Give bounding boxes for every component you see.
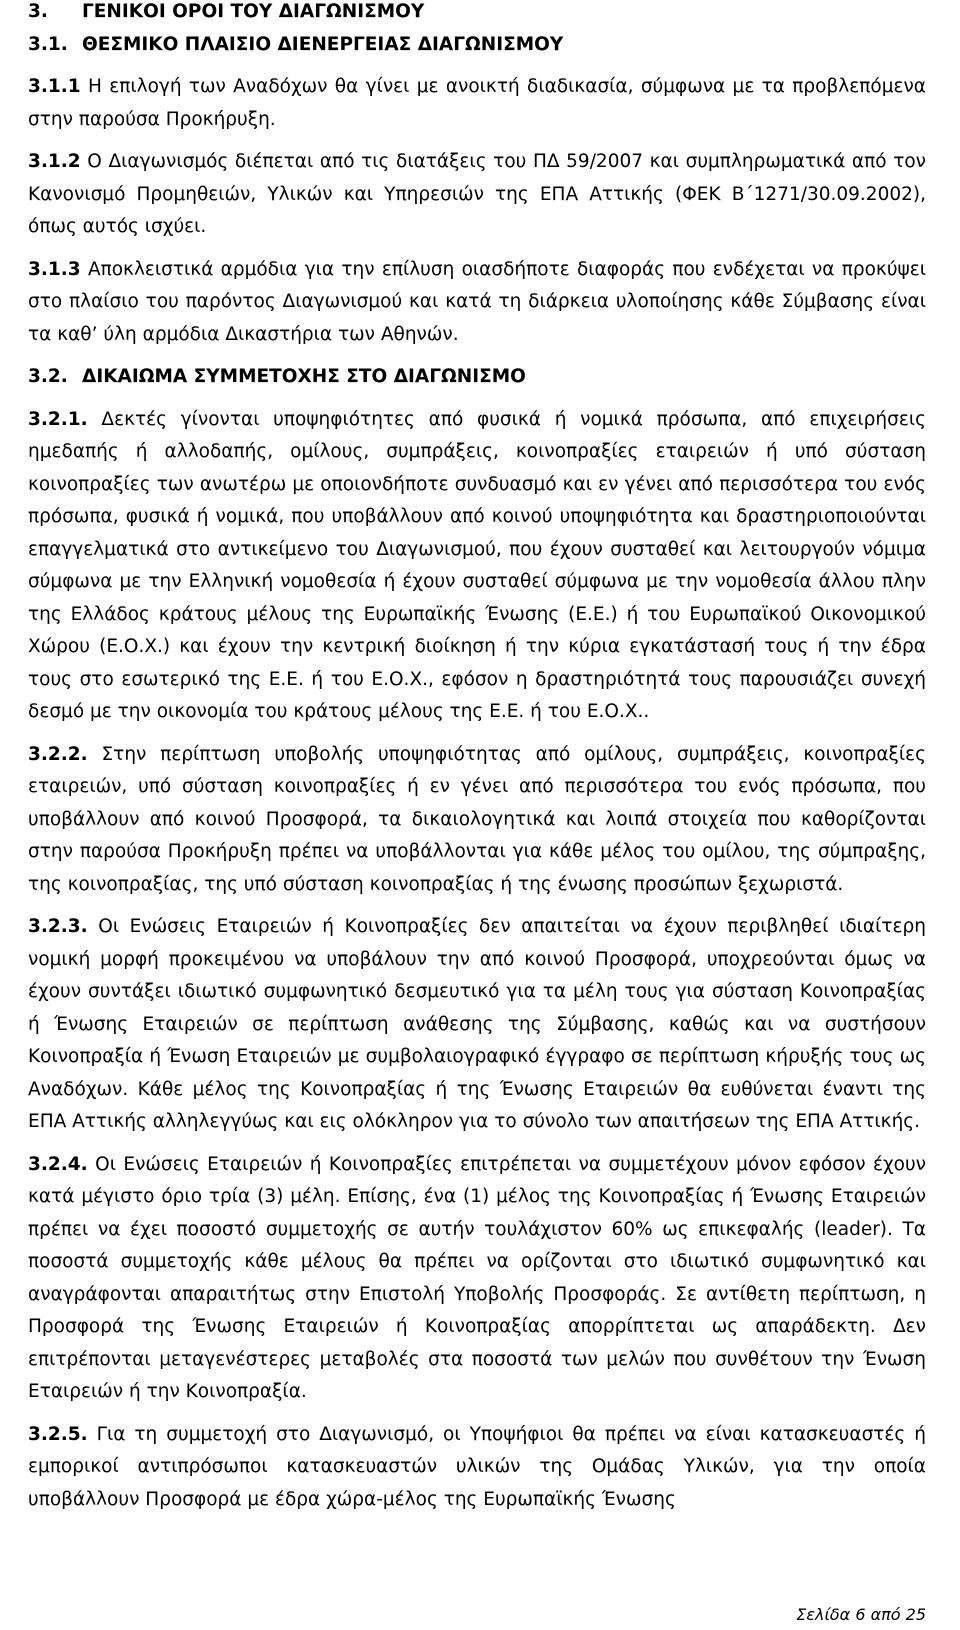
paragraph-text: Οι Ενώσεις Εταιρειών ή Κοινοπραξίες επιτρέπεται να συμμετέχουν μόνον εφόσον έχουν κατά μέγιστο όριο τρία (3) μέλη. Επίσης, ένα (1) μέλος της Κοινοπραξίας ή Ένωσης Εταιρειών πρέπει να έχει ποσοστό συμμετοχής σε αυτήν τουλάχιστον 60% ως επικεφαλής (leader). Τα ποσοστά συμμετοχής κάθε μέλους θα πρέπει να ορίζονται στο ιδιωτικό συμφωνητικό και αναγράφονται απαραιτήτως στην Επιστολή Υποβολής Προσφοράς. Σε αντίθετη περίπτωση, η Προσφορά της Ένωσης Εταιρειών ή Κοινοπραξίας απορρίπτεται ως απαράδεκτη. Δεν επιτρέπονται μεταγενέστερες μεταβολές στα ποσοστά των μελών που συνθέτουν την Ένωση Εταιρειών ή την Κοινοπραξία.: [28, 1153, 926, 1402]
paragraph-3-2-5: [28, 1419, 926, 1517]
paragraph-text: Δεκτές γίνονται υποψηφιότητες από φυσικά ή νομικά πρόσωπα, από επιχειρήσεις ημεδαπής ή αλλοδαπής, ομίλους, συμπράξεις, κοινοπραξίες εταιρειών ή υπό σύσταση κοινοπραξίες των ανωτέρω με οποιονδήποτε συνδυασμό και εν γένει από περισσότερα του ενός πρόσωπα, φυσικά ή νομικά, που υποβάλλουν από κοινού υποψηφιότητα και δραστηριοποιούνται επαγγελματικά στο αντικείμενο του Διαγωνισμού, που έχουν συσταθεί και λειτουργούν νόμιμα σύμφωνα με την Ελληνική νομοθεσία ή έχουν συσταθεί σύμφωνα με την νομοθεσία άλλου πλην της Ελλάδος κράτους μέλους της Ευρωπαϊκής Ένωσης (Ε.Ε.) ή του Ευρωπαϊκού Οικονομικού Χώρου (Ε.Ο.Χ.) και έχουν την κεντρική διοίκηση ή την κύρια εγκατάστασή τους ή την έδρα τους στο εσωτερικό της Ε.Ε. ή του Ε.Ο.Χ., εφόσον η δραστηριότητά τους παρουσιάζει συνεχή δεσμό με την οικονομία του κράτους μέλους της Ε.Ε. ή του Ε.Ο.Χ..: [28, 408, 926, 722]
paragraph-text: Για τη συμμετοχή στο Διαγωνισμό, οι Υποψήφιοι θα πρέπει να είναι κατασκευαστές ή εμπορικοί αντιπρόσωποι κατασκευαστών υλικών της Ομάδας Υλικών, για την οποία υποβάλλουν Προσφορά με έδρα χώρα-μέλος της Ευρωπαϊκής Ένωσης: [28, 1423, 926, 1510]
section-number: 3.: [28, 1, 48, 22]
section-number: 3.1.: [28, 33, 68, 55]
section-title: ΔΙΚΑΙΩΜΑ ΣΥΜΜΕΤΟΧΗΣ ΣΤΟ ΔΙΑΓΩΝΙΣΜΟ: [82, 366, 526, 387]
paragraph-number: 3.1.2: [28, 151, 81, 172]
paragraph-3-2-3: [28, 911, 926, 1139]
paragraph-number: 3.1.1: [28, 76, 81, 97]
paragraph-3-1-3: [28, 254, 926, 352]
paragraph-3-2-1: [28, 404, 926, 729]
paragraph-number: 3.2.2.: [28, 743, 88, 765]
section-title: ΓΕΝΙΚΟΙ ΟΡΟΙ ΤΟΥ ΔΙΑΓΩΝΙΣΜΟΥ: [82, 1, 425, 22]
section-number: 3.2.: [28, 366, 68, 387]
paragraph-number: 3.2.5.: [28, 1423, 88, 1445]
paragraph-number: 3.2.4.: [28, 1153, 88, 1175]
paragraph-3-1-2: [28, 146, 926, 244]
page-number-footer: Σελίδα 6 από 25: [796, 1605, 926, 1624]
paragraph-text: Αποκλειστικά αρμόδια για την επίλυση οιασδήποτε διαφοράς που ενδέχεται να προκύψει στο πλαίσιο του παρόντος Διαγωνισμού και κατά τη διάρκεια υλοποίησης κάθε Σύμβασης είναι τα καθ’ ύλη αρμόδια Δικαστήρια των Αθηνών.: [28, 258, 926, 345]
paragraph-3-2-4: [28, 1149, 926, 1409]
section-title: ΘΕΣΜΙΚΟ ΠΛΑΙΣΙΟ ΔΙΕΝΕΡΓΕΙΑΣ ΔΙΑΓΩΝΙΣΜΟΥ: [82, 33, 564, 55]
paragraph-3-1-1: [28, 71, 926, 136]
paragraph-text: Ο Διαγωνισμός διέπεται από τις διατάξεις του ΠΔ 59/2007 και συμπληρωματικά από τον Κανονισμό Προμηθειών, Υλικών και Υπηρεσιών της ΕΠΑ Αττικής (ΦΕΚ Β΄1271/30.09.2002), όπως αυτός ισχύει.: [28, 151, 926, 237]
paragraph-number: 3.1.3: [28, 258, 81, 280]
section-heading-3-1: [28, 29, 926, 62]
paragraph-text: Οι Ενώσεις Εταιρειών ή Κοινοπραξίες δεν απαιτείται να έχουν περιβληθεί ιδιαίτερη νομική μορφή προκειμένου να υποβάλουν την από κοινού Προσφορά, υποχρεούνται όμως να έχουν συντάξει ιδιωτικό συμφωνητικό δεσμευτικό για τα μέλη τους για σύσταση Κοινοπραξίας ή Ένωσης Εταιρειών σε περίπτωση ανάθεσης της Σύμβασης, καθώς και να συστήσουν Κοινοπραξία ή Ένωση Εταιρειών με συμβολαιογραφικό έγγραφο σε περίπτωση κήρυξής τους ως Αναδόχων. Κάθε μέλος της Κοινοπραξίας ή της Ένωσης Εταιρειών θα ευθύνεται έναντι της ΕΠΑ Αττικής αλληλεγγύως και εις ολόκληρον για το σύνολο των απαιτήσεων της ΕΠΑ Αττικής.: [28, 916, 926, 1132]
paragraph-text: Στην περίπτωση υποβολής υποψηφιότητας από ομίλους, συμπράξεις, κοινοπραξίες εταιρειών, υπό σύσταση κοινοπραξίες ή εν γένει από περισσότερα του ενός πρόσωπα, που υποβάλλουν από κοινού Προσφορά, τα δικαιολογητικά και λοιπά στοιχεία που καθορίζονται στην παρούσα Προκήρυξη πρέπει να υποβάλλονται για κάθε μέλος του ομίλου, της σύμπραξης, της κοινοπραξίας, της υπό σύσταση κοινοπραξίας ή της ένωσης προσώπων ξεχωριστά.: [28, 743, 926, 895]
section-heading-3-2: [28, 361, 926, 394]
paragraph-3-2-2: [28, 739, 926, 902]
document-body: [28, 0, 926, 1516]
paragraph-number: 3.2.3.: [28, 916, 88, 937]
section-heading-3: [28, 0, 926, 29]
paragraph-text: Η επιλογή των Αναδόχων θα γίνει με ανοικτή διαδικασία, σύμφωνα με τα προβλεπόμενα στην παρούσα Προκήρυξη.: [28, 76, 926, 130]
paragraph-number: 3.2.1.: [28, 408, 88, 430]
